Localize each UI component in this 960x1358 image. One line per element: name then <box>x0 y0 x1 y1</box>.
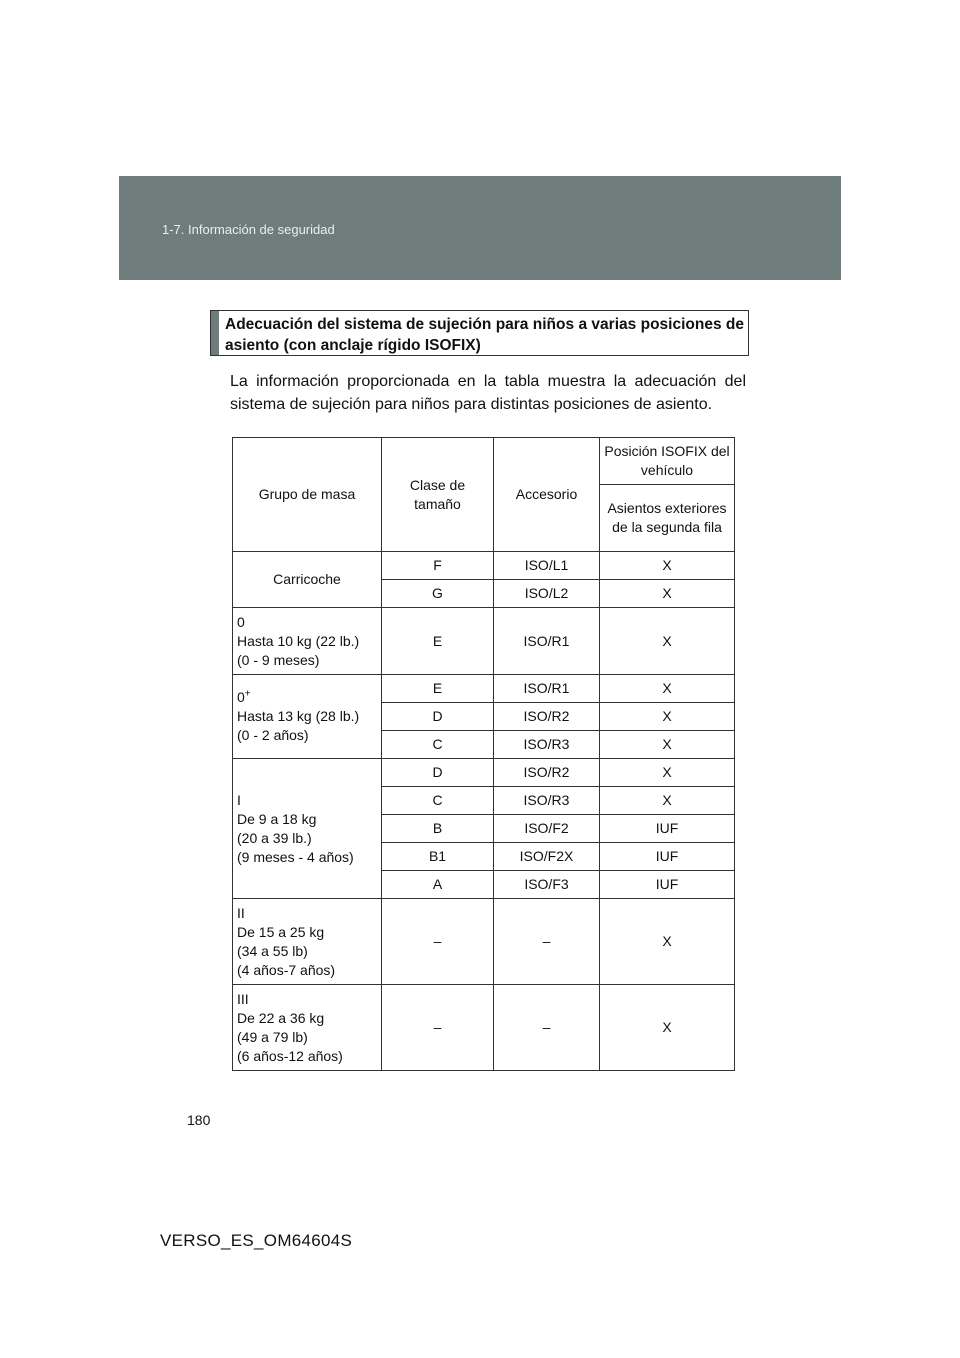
mass-group-cell <box>233 608 382 675</box>
mass-group-line: II <box>237 904 245 921</box>
fixture-cell: ISO/R3 <box>494 787 600 815</box>
mass-group-line: (6 años-12 años) <box>237 1047 343 1064</box>
section-breadcrumb: 1-7. Información de seguridad <box>162 222 335 237</box>
header-size-class: Clase de tamaño <box>382 438 494 552</box>
table-row <box>233 552 735 580</box>
mass-group-line: III <box>237 990 249 1007</box>
mass-group-line: (0 - 2 años) <box>237 727 309 743</box>
section-heading-bar <box>211 311 219 355</box>
outer-seat-value-cell: IUF <box>600 843 735 871</box>
mass-group-line: De 15 a 25 kg <box>237 923 325 940</box>
mass-group-line: (4 años-7 años) <box>237 961 336 978</box>
size-class-cell: E <box>382 608 494 675</box>
size-class-cell: E <box>382 675 494 703</box>
header-outer-seats: Asientos exteriores de la segunda fila <box>600 485 735 552</box>
mass-group-line: (20 a 39 lb.) <box>237 829 312 846</box>
document-code: VERSO_ES_OM64604S <box>160 1231 353 1250</box>
fixture-cell: ISO/R1 <box>494 675 600 703</box>
size-class-cell: F <box>382 552 494 580</box>
mass-group-cell <box>233 985 382 1071</box>
fixture-cell: ISO/R1 <box>494 608 600 675</box>
mass-group-superscript: + <box>244 688 251 700</box>
outer-seat-value-cell: X <box>600 899 735 985</box>
mass-group-cell <box>233 759 382 899</box>
size-class-cell: D <box>382 703 494 731</box>
mass-group-line: Carricoche <box>273 571 341 587</box>
outer-seat-value-cell: X <box>600 580 735 608</box>
mass-group-line: Hasta 13 kg (28 lb.) <box>237 708 360 724</box>
section-heading-box <box>210 310 749 356</box>
fixture-cell: ISO/L2 <box>494 580 600 608</box>
mass-group-line: (0 - 9 meses) <box>237 651 320 668</box>
table-row <box>233 759 735 787</box>
size-class-cell: B1 <box>382 843 494 871</box>
table-row <box>233 985 735 1071</box>
fixture-cell: – <box>494 985 600 1071</box>
fixture-cell: ISO/R2 <box>494 703 600 731</box>
header-band <box>119 176 841 280</box>
size-class-cell: D <box>382 759 494 787</box>
size-class-cell: G <box>382 580 494 608</box>
fixture-cell: – <box>494 899 600 985</box>
table-row <box>233 675 735 703</box>
fixture-cell: ISO/R3 <box>494 731 600 759</box>
outer-seat-value-cell: X <box>600 759 735 787</box>
size-class-cell: A <box>382 871 494 899</box>
outer-seat-value-cell: IUF <box>600 871 735 899</box>
fixture-cell: ISO/L1 <box>494 552 600 580</box>
mass-group-line: I <box>237 791 241 808</box>
table-row <box>233 899 735 985</box>
size-class-cell: C <box>382 787 494 815</box>
outer-seat-value-cell: X <box>600 675 735 703</box>
fixture-cell: ISO/F3 <box>494 871 600 899</box>
size-class-cell: – <box>382 985 494 1071</box>
outer-seat-value-cell: X <box>600 731 735 759</box>
mass-group-cell <box>233 899 382 985</box>
mass-group-line: 0 <box>237 689 245 705</box>
fixture-cell: ISO/F2 <box>494 815 600 843</box>
outer-seat-value-cell: X <box>600 787 735 815</box>
outer-seat-value-cell: X <box>600 552 735 580</box>
mass-group-line: De 9 a 18 kg <box>237 810 317 827</box>
mass-group-line: (34 a 55 lb) <box>237 942 308 959</box>
mass-group-line: De 22 a 36 kg <box>237 1009 325 1026</box>
fixture-cell: ISO/F2X <box>494 843 600 871</box>
table-row <box>233 608 735 675</box>
size-class-cell: B <box>382 815 494 843</box>
outer-seat-value-cell: X <box>600 608 735 675</box>
mass-group-line: (9 meses - 4 años) <box>237 848 354 865</box>
isofix-compatibility-table <box>232 437 735 1071</box>
mass-group-line: Hasta 10 kg (22 lb.) <box>237 632 360 649</box>
table-body <box>233 438 735 1071</box>
outer-seat-value-cell: IUF <box>600 815 735 843</box>
outer-seat-value-cell: X <box>600 985 735 1071</box>
section-title: Adecuación del sistema de sujeción para niños a varias posiciones de asiento (con anclaje rígido ISOFIX) <box>225 316 744 354</box>
page-number: 180 <box>187 1112 211 1128</box>
header-mass-group: Grupo de masa <box>233 438 382 552</box>
size-class-cell: C <box>382 731 494 759</box>
mass-group-line: (49 a 79 lb) <box>237 1028 308 1045</box>
header-isofix-position: Posición ISOFIX del vehículo <box>600 438 735 485</box>
size-class-cell: – <box>382 899 494 985</box>
mass-group-cell <box>233 675 382 759</box>
outer-seat-value-cell: X <box>600 703 735 731</box>
mass-group-cell <box>233 552 382 608</box>
mass-group-line: 0 <box>237 613 245 630</box>
fixture-cell: ISO/R2 <box>494 759 600 787</box>
header-fixture: Accesorio <box>494 438 600 552</box>
intro-paragraph: La información proporcionada en la tabla muestra la adecuación del sistema de sujeción para niños para distintas posiciones de asiento. <box>230 373 746 413</box>
